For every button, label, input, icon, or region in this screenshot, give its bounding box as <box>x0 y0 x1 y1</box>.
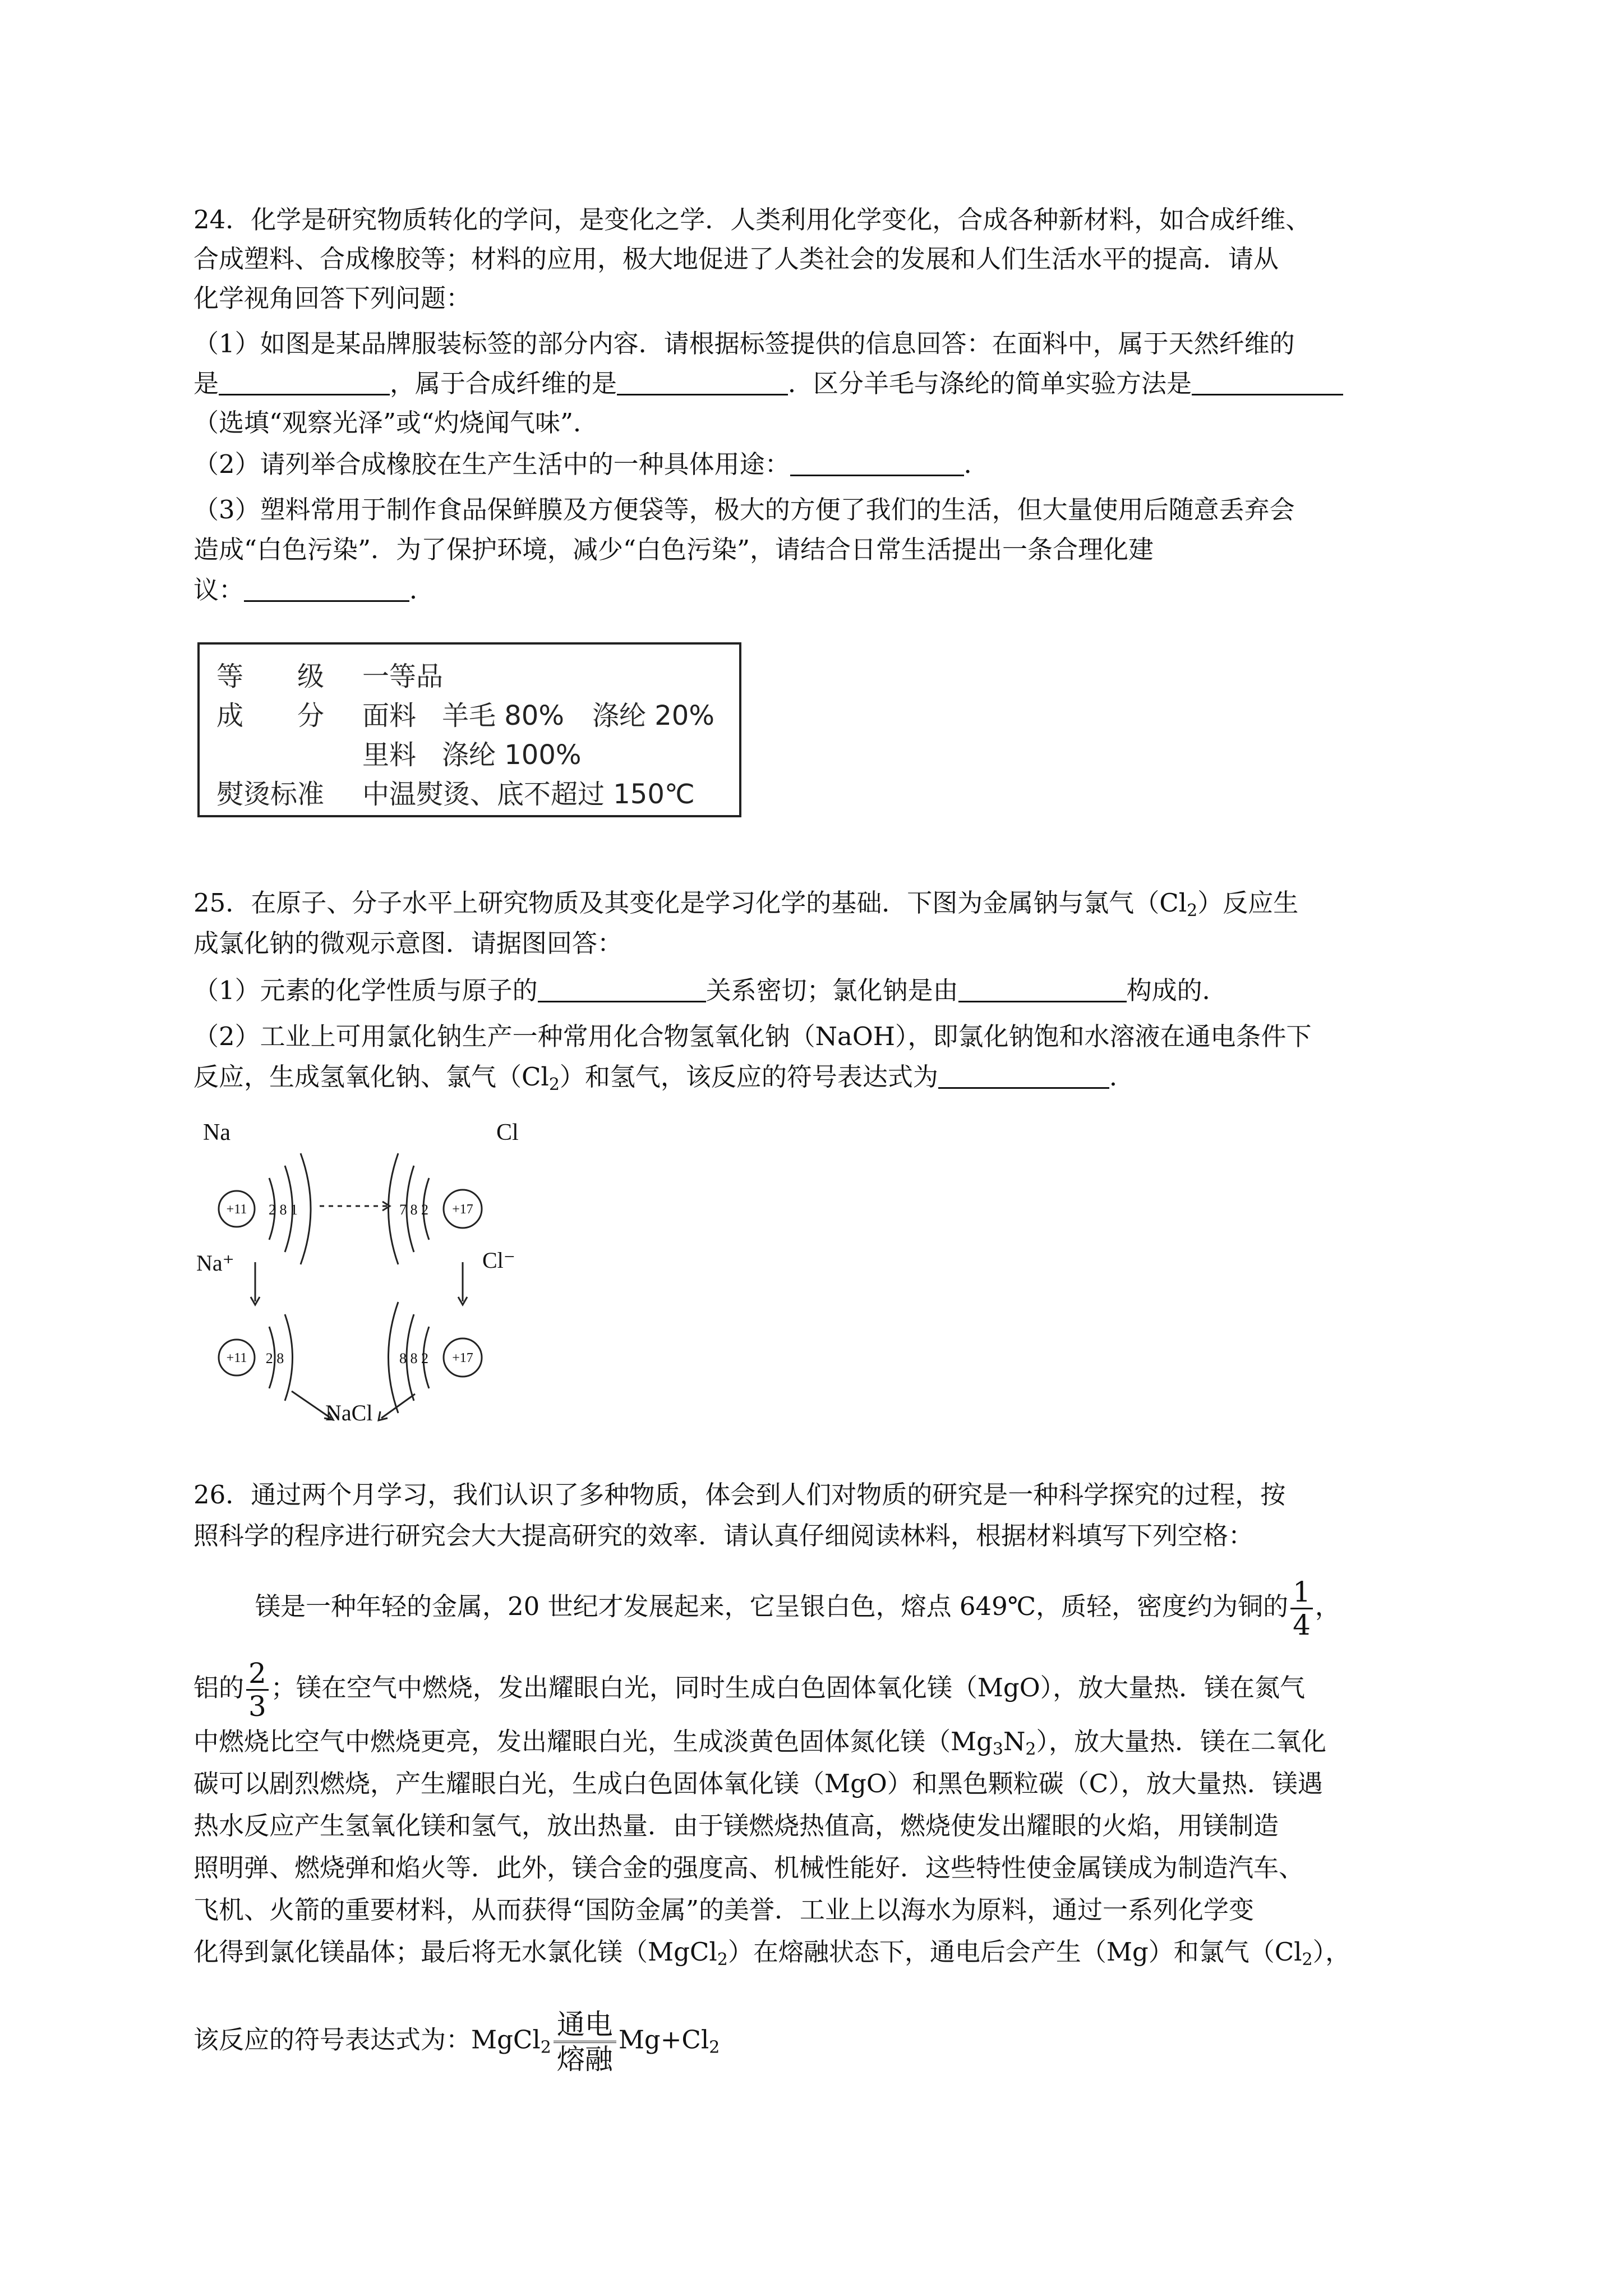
q26-sub-10a: 2 <box>717 1950 728 1970</box>
q26-text-4a: 铝的 <box>193 1673 245 1703</box>
cl-atom-label: Cl <box>496 1120 519 1145</box>
q25-line-4: （2）工业上可用氯化钠生产一种常用化合物氢氧化钠（NaOH），即氯化钠饱和水溶液在通电条件下 <box>193 1022 1312 1051</box>
q25-text-1a: 25．在原子、分子水平上研究物质及其变化是学习化学的基础．下图为金属钠与氯气（Cl <box>193 888 1187 918</box>
label-ironing-value: 中温熨烫、底不超过 150℃ <box>362 779 695 810</box>
q26-sub-11b: 2 <box>709 2037 720 2058</box>
q26-line-4 <box>193 1658 1438 1722</box>
q24-line-4: （1）如图是某品牌服装标签的部分内容．请根据标签提供的信息回答：在面料中，属于天然纤维的 <box>193 329 1295 358</box>
q26-text-10b: ）在熔融状态下，通电后会产生（Mg）和氯气（Cl <box>727 1937 1302 1967</box>
q24-text-5a: 是 <box>193 369 219 398</box>
q26-line-7: 热水反应产生氢氧化镁和氢气，放出热量．由于镁燃烧热值高，燃烧使发出耀眼的火焰，用镁制造 <box>193 1811 1279 1841</box>
cl-shell-3 <box>389 1153 399 1264</box>
q26-text-4b: ；镁在空气中燃烧，发出耀眼白光，同时生成白色固体氧化镁（MgO），放大量热．镁在氮气 <box>270 1673 1306 1703</box>
na-ion-shell-labels: 2 8 <box>265 1350 284 1366</box>
q25-text-1b: ）反应生 <box>1197 888 1299 918</box>
q26-text-10c: ）， <box>1312 1937 1351 1967</box>
q24-text-10b: ． <box>409 575 435 605</box>
answer-blank-suggestion[interactable] <box>244 576 409 602</box>
cl-ion-shell-labels: 8 8 2 <box>399 1350 428 1366</box>
answer-blank-synthetic-fiber[interactable] <box>617 369 788 395</box>
q26-line-10 <box>193 1935 1438 1969</box>
q26-text-11b: Mg+Cl <box>618 2024 709 2055</box>
q24-text-5b: ，属于合成纤维的是 <box>390 369 617 398</box>
q26-text-3: 镁是一种年轻的金属，20 世纪才发展起来，它呈银白色，熔点 649℃，质轻，密度约为铜的 <box>255 1591 1289 1621</box>
q25-text-3a: （1）元素的化学性质与原子的 <box>193 976 538 1005</box>
fraction-one-quarter <box>1290 1576 1313 1641</box>
q26-line-11 <box>193 2008 1438 2076</box>
q24-text-10a: 议： <box>193 575 245 605</box>
label-lining-value: 涤纶 100% <box>442 739 582 771</box>
q26-line-6: 碳可以剧烈燃烧，产生耀眼白光，生成白色固体氧化镁（MgO）和黑色颗粒碳（C），放大量热．镁遇 <box>193 1769 1323 1798</box>
fraction-1-numerator: 1 <box>1290 1576 1313 1609</box>
q26-text-5c: ），放大量热．镁在二氧化 <box>1036 1727 1326 1756</box>
q24-line-3: 化学视角回答下列问题： <box>193 283 472 313</box>
na-shell-labels: 2 8 1 <box>269 1202 298 1218</box>
q24-text-7a: （2）请列举合成橡胶在生产生活中的一种具体用途： <box>193 449 790 479</box>
answer-blank-rubber-use[interactable] <box>790 450 964 476</box>
na-ion-shell-2 <box>285 1314 293 1401</box>
cl-ion-to-nacl-arrow <box>381 1394 415 1418</box>
q25-sub-1: 2 <box>1187 901 1198 921</box>
cl-ion-label: Cl⁻ <box>482 1248 515 1273</box>
q26-line-5 <box>193 1725 1438 1759</box>
q24-line-7 <box>193 448 1438 481</box>
reaction-condition <box>554 2008 616 2076</box>
q26-text-3-after: ， <box>1315 1591 1340 1621</box>
cl-ion-to-nacl-arrowhead <box>379 1411 388 1420</box>
q26-line-8: 照明弹、燃烧弹和焰火等．此外，镁合金的强度高、机械性能好．这些特性使金属镁成为制造汽车、 <box>193 1853 1304 1883</box>
na-atom-label: Na <box>203 1120 230 1145</box>
q26-text-11a: 该反应的符号表达式为：MgCl <box>193 2024 541 2055</box>
cl-ion-core-label: +17 <box>452 1351 473 1365</box>
q26-line-1: 26．通过两个月学习，我们认识了多种物质，体会到人们对物质的研究是一种科学探究的过程，按 <box>193 1480 1286 1510</box>
nacl-label: NaCl <box>325 1400 373 1425</box>
q25-text-5b: ）和氢气，该反应的符号表达式为 <box>559 1062 938 1092</box>
q25-text-3c: 构成的． <box>1126 976 1228 1005</box>
cl-shell-labels: 7 8 2 <box>399 1202 428 1218</box>
na-shell-3 <box>301 1153 311 1264</box>
q26-sub-5b: 2 <box>1025 1740 1036 1759</box>
q26-text-5b: N <box>1003 1727 1026 1756</box>
q24-line-9: 造成“白色污染”．为了保护环境，减少“白色污染”，请结合日常生活提出一条合理化建 <box>193 535 1154 564</box>
q26-text-5a: 中燃烧比空气中燃烧更亮，发出耀眼白光，生成淡黄色固体氮化镁（Mg <box>193 1727 993 1756</box>
q24-line-8: （3）塑料常用于制作食品保鲜膜及方便袋等，极大的方便了我们的生活，但大量使用后随意丢弃会 <box>193 495 1295 524</box>
label-shell-wool: 羊毛 80% <box>442 700 564 731</box>
q25-line-5 <box>193 1060 1438 1094</box>
label-lining-key: 里料 <box>362 739 417 771</box>
q25-text-5c: ． <box>1109 1062 1135 1092</box>
q25-line-1 <box>193 886 1438 920</box>
q24-line-6: （选填“观察光泽”或“灼烧闻气味”． <box>193 408 599 438</box>
q25-line-3 <box>193 974 1438 1007</box>
label-shell-key: 面料 <box>362 700 417 731</box>
q26-text-10a: 化得到氯化镁晶体；最后将无水氯化镁（MgCl <box>193 1937 717 1967</box>
reaction-condition-top: 通电 <box>554 2008 616 2043</box>
q24-text-5c: ．区分羊毛与涤纶的简单实验方法是 <box>788 369 1192 398</box>
q25-sub-5: 2 <box>548 1075 560 1094</box>
q24-line-2: 合成塑料、合成橡胶等；材料的应用，极大地促进了人类社会的发展和人们生活水平的提高．请从 <box>193 244 1279 274</box>
fraction-two-thirds <box>246 1658 269 1722</box>
na-core-label: +11 <box>226 1202 247 1217</box>
label-grade-value: 一等品 <box>362 661 444 692</box>
q26-line-3 <box>255 1576 1500 1641</box>
cl-core-label: +17 <box>452 1202 473 1217</box>
reaction-condition-bottom: 熔融 <box>556 2043 613 2076</box>
label-composition-key: 成 分 <box>216 700 325 731</box>
cl-ion-shell-3 <box>389 1302 399 1413</box>
fraction-2-numerator: 2 <box>246 1658 269 1691</box>
label-grade-key: 等 级 <box>216 661 325 692</box>
na-ion-label: Na⁺ <box>196 1250 234 1276</box>
answer-blank-nacl-composition[interactable] <box>958 976 1127 1002</box>
q25-text-5a: 反应，生成氢氧化钠、氯气（Cl <box>193 1062 549 1092</box>
q26-sub-10b: 2 <box>1302 1950 1313 1970</box>
label-shell-polyester: 涤纶 20% <box>592 700 714 731</box>
fraction-2-denominator: 3 <box>248 1690 266 1723</box>
q24-line-10 <box>193 573 1438 607</box>
answer-blank-natural-fiber[interactable] <box>219 369 390 395</box>
na-ion-core-label: +11 <box>226 1351 247 1365</box>
q26-sub-5a: 3 <box>992 1740 1003 1759</box>
q25-line-2: 成氯化钠的微观示意图．请据图回答： <box>193 928 623 958</box>
q25-text-3b: 关系密切；氯化钠是由 <box>706 976 958 1005</box>
q24-text-7b: ． <box>963 449 989 479</box>
answer-blank-equation[interactable] <box>938 1062 1109 1089</box>
q24-line-5 <box>193 367 1438 401</box>
q24-line-1: 24．化学是研究物质转化的学问，是变化之学．人类利用化学变化，合成各种新材料，如合成纤维、 <box>193 205 1311 234</box>
label-ironing-key: 熨烫标准 <box>216 779 325 810</box>
q26-sub-11a: 2 <box>540 2037 551 2058</box>
q26-line-9: 飞机、火箭的重要材料，从而获得“国防金属”的美誉．工业上以海水为原料，通过一系列化学变 <box>193 1895 1255 1925</box>
garment-label-figure <box>197 642 741 817</box>
fraction-1-denominator: 4 <box>1293 1609 1311 1641</box>
answer-blank-atom-property[interactable] <box>538 976 706 1002</box>
answer-blank-distinguish-method[interactable] <box>1192 369 1343 395</box>
q26-line-2: 照科学的程序进行研究会大大提高研究的效率．请认真仔细阅读林料，根据材料填写下列空格： <box>193 1521 1254 1550</box>
nacl-formation-diagram <box>191 1099 594 1436</box>
